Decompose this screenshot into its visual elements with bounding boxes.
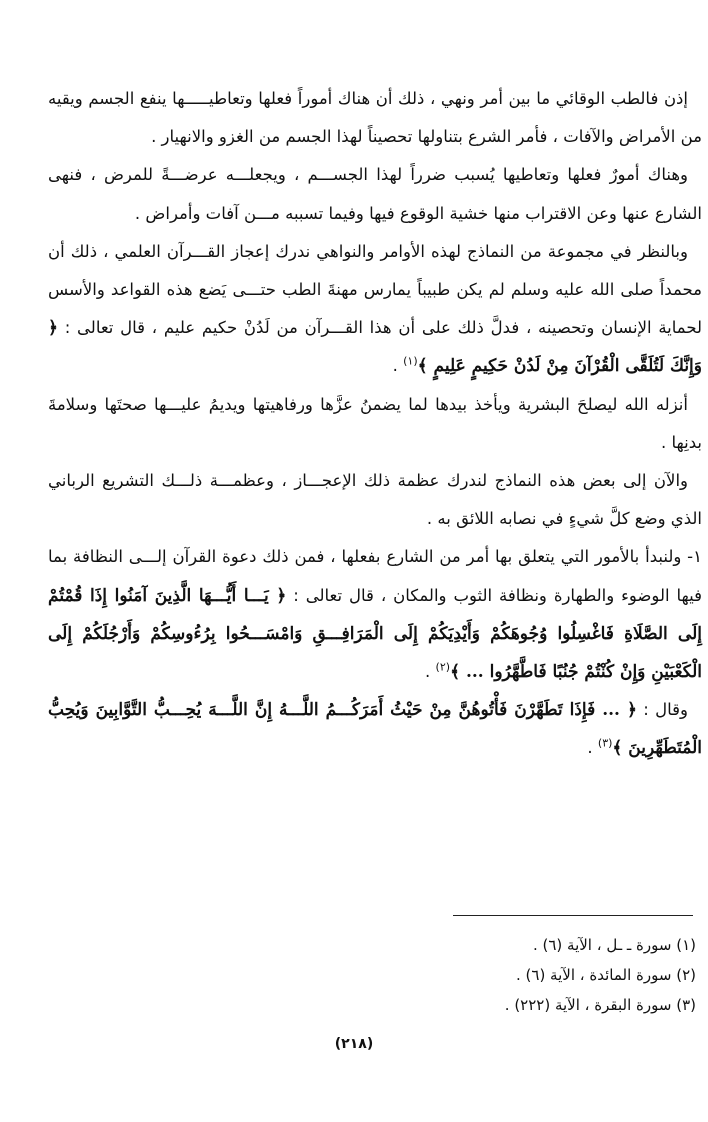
paragraph (48, 462, 702, 538)
footnote-reference: (٢) (435, 660, 451, 674)
paragraph-text: ١- ولنبدأ بالأمور التي يتعلق بها أمر من الشارع بفعلها ، فمن ذلك دعوة القرآن إلـــى النظافة بما فيها الوضوء والطهارة ونظافة الثوب والمكان ، قال تعالى : (48, 547, 702, 605)
paragraph-text: وقال : (636, 700, 689, 720)
page-number: (٢١٨) (334, 1036, 374, 1052)
paragraph (48, 691, 702, 767)
body-text (48, 80, 702, 768)
paragraph (48, 386, 702, 462)
footnote: (٢) سورة المائدة ، الآية (٦) . (515, 966, 696, 984)
paragraph-text: أنزله الله ليصلحَ البشرية ويأخذ بيدها لما يضمنُ عزَّها ورفاهيتها ويديمُ عليـــها صحتَها وسلامةَ بدنِها . (48, 394, 702, 452)
quran-verse: ﴿ ... فَإِذَا تَطَهَّرْنَ فَأْتُوهُنَّ مِنْ حَيْثُ أَمَرَكُـــمُ اللَّـــهُ إِنَّ اللَّـــهَ يُحِـــبُّ التَّوَّابِينَ وَيُحِبُّ الْمُتَطَهِّرِينَ ﴾ (48, 700, 702, 759)
footnote: (١) سورة ـ ـل ، الآية (٦) . (532, 936, 696, 954)
footnote-reference: (١) (403, 354, 418, 368)
paragraph-text: وهناك أمورٌ فعلها وتعاطيها يُسبب ضرراً لهذا الجســـم ، ويجعلـــه عرضـــةً للمرض ، فنهى الشارع عنها وعن الاقتراب منها خشية الوقوع فيها وفيما تسببه مـــن آفات وأمراض . (48, 165, 702, 223)
paragraph-text: إذن فالطب الوقائي ما بين أمر ونهي ، ذلك أن هناك أموراً فعلها وتعاطيـــــها ينفع الجسم ويقيه من الأمراض والآفات ، فأمر الشرع بتناولها تحصيناً لهذا الجسم من الغزو والانهيار . (48, 89, 702, 147)
paragraph-text: والآن إلى بعض هذه النماذج لندرك عظمة ذلك الإعجـــاز ، وعظمـــة ذلـــك التشريع الرباني الذي وضع كلَّ شيءٍ في نصابه اللائق به . (48, 471, 702, 529)
paragraph-text: . (587, 738, 598, 758)
footnote-reference: (٣) (597, 736, 613, 750)
footnotes (276, 930, 696, 1020)
quran-verse: ﴿ يَـــا أَيُّـــهَا الَّذِينَ آمَنُوا إِذَا قُمْتُمْ إِلَى الصَّلَاةِ فَاغْسِلُوا وُجُوهَكُمْ وَأَيْدِيَكُمْ إِلَى الْمَرَافِـــقِ وَامْسَـــحُوا بِرُءُوسِكُمْ وَأَرْجُلَكُمْ إِلَى الْكَعْبَيْنِ وَإِنْ كُنْتُمْ جُنُبًا فَاطَّهَّرُوا ... ﴾ (48, 585, 702, 683)
footnote: (٣) سورة البقرة ، الآية (٢٢٢) . (504, 996, 696, 1014)
paragraph (48, 80, 702, 156)
paragraph (48, 156, 702, 232)
paragraph-text: . (392, 356, 404, 376)
quran-verse: ﴿ وَإِنَّكَ لَتُلَقَّى الْقُرْآنَ مِنْ لَدُنْ حَكِيمٍ عَلِيمٍ ﴾ (48, 318, 702, 377)
paragraph (48, 233, 702, 386)
footnote-separator (453, 915, 693, 916)
paragraph (48, 538, 702, 691)
paragraph-text: . (425, 662, 436, 682)
paragraph-text: وبالنظر في مجموعة من النماذج لهذه الأوامر والنواهي ندرك إعجاز القـــرآن العلمي ، ذلك أن محمداً صلى الله عليه وسلم لم يكن طبيباً يمارس مهنةَ الطب حتـــى يَضع هذه القواعد والأسس لحماية الإنسان وتحصينه ، فدلَّ ذلك على أن هذا القـــرآن من لَدُنْ حكيم عليم ، قال تعالى : (48, 241, 702, 338)
